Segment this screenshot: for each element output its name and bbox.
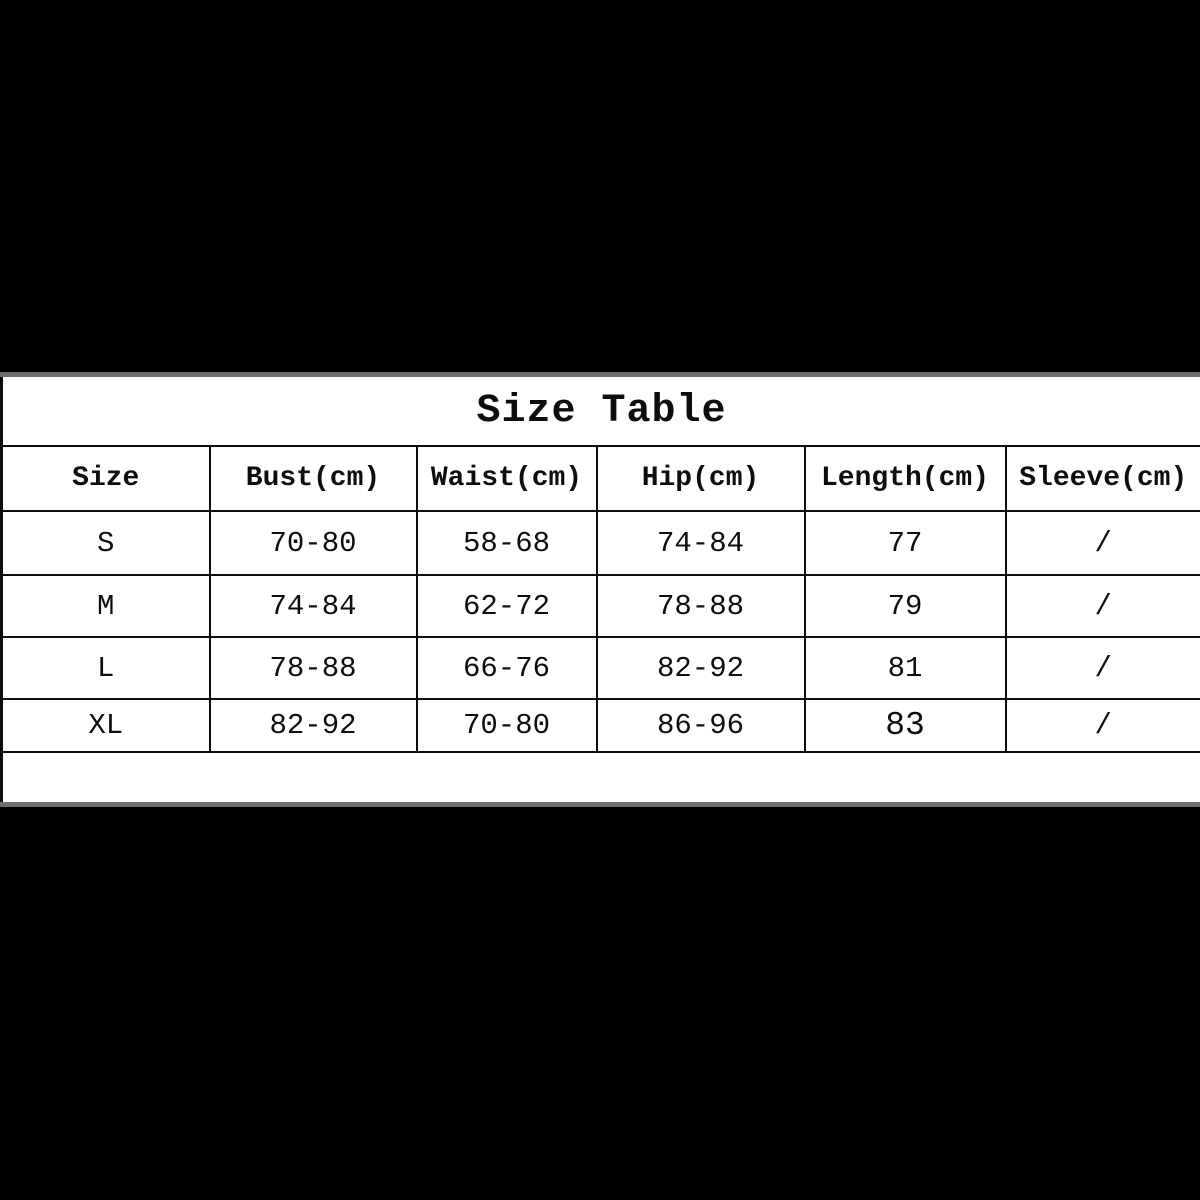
column-header-length: Length(cm) <box>805 446 1006 511</box>
cell-waist: 58-68 <box>417 511 597 575</box>
cell-hip: 78-88 <box>597 575 805 637</box>
column-header-sleeve: Sleeve(cm) <box>1006 446 1200 511</box>
cell-sleeve: / <box>1006 699 1200 752</box>
cell-hip: 82-92 <box>597 637 805 699</box>
cell-size: XL <box>2 699 210 752</box>
cell-length: 83 <box>805 699 1006 752</box>
table-empty-footer-row <box>2 752 1200 802</box>
cell-sleeve: / <box>1006 637 1200 699</box>
cell-length: 79 <box>805 575 1006 637</box>
column-header-hip: Hip(cm) <box>597 446 805 511</box>
column-header-bust: Bust(cm) <box>210 446 417 511</box>
size-table-header-row <box>2 446 1200 511</box>
size-table-title: Size Table <box>2 377 1200 446</box>
cell-waist: 70-80 <box>417 699 597 752</box>
table-row-m <box>2 575 1200 637</box>
table-row-l <box>2 637 1200 699</box>
cell-size: M <box>2 575 210 637</box>
cell-bust: 74-84 <box>210 575 417 637</box>
empty-cell <box>2 752 1200 802</box>
column-header-size: Size <box>2 446 210 511</box>
cell-waist: 66-76 <box>417 637 597 699</box>
cell-hip: 74-84 <box>597 511 805 575</box>
cell-size: S <box>2 511 210 575</box>
cell-sleeve: / <box>1006 511 1200 575</box>
table-row-s <box>2 511 1200 575</box>
table-row-xl <box>2 699 1200 752</box>
size-table-title-row <box>2 377 1200 446</box>
cell-size: L <box>2 637 210 699</box>
cell-waist: 62-72 <box>417 575 597 637</box>
cell-sleeve: / <box>1006 575 1200 637</box>
cell-bust: 78-88 <box>210 637 417 699</box>
cell-length: 81 <box>805 637 1006 699</box>
cell-bust: 70-80 <box>210 511 417 575</box>
cell-hip: 86-96 <box>597 699 805 752</box>
size-table-panel <box>0 372 1200 807</box>
column-header-waist: Waist(cm) <box>417 446 597 511</box>
size-table <box>0 377 1200 802</box>
cell-length: 77 <box>805 511 1006 575</box>
cell-bust: 82-92 <box>210 699 417 752</box>
